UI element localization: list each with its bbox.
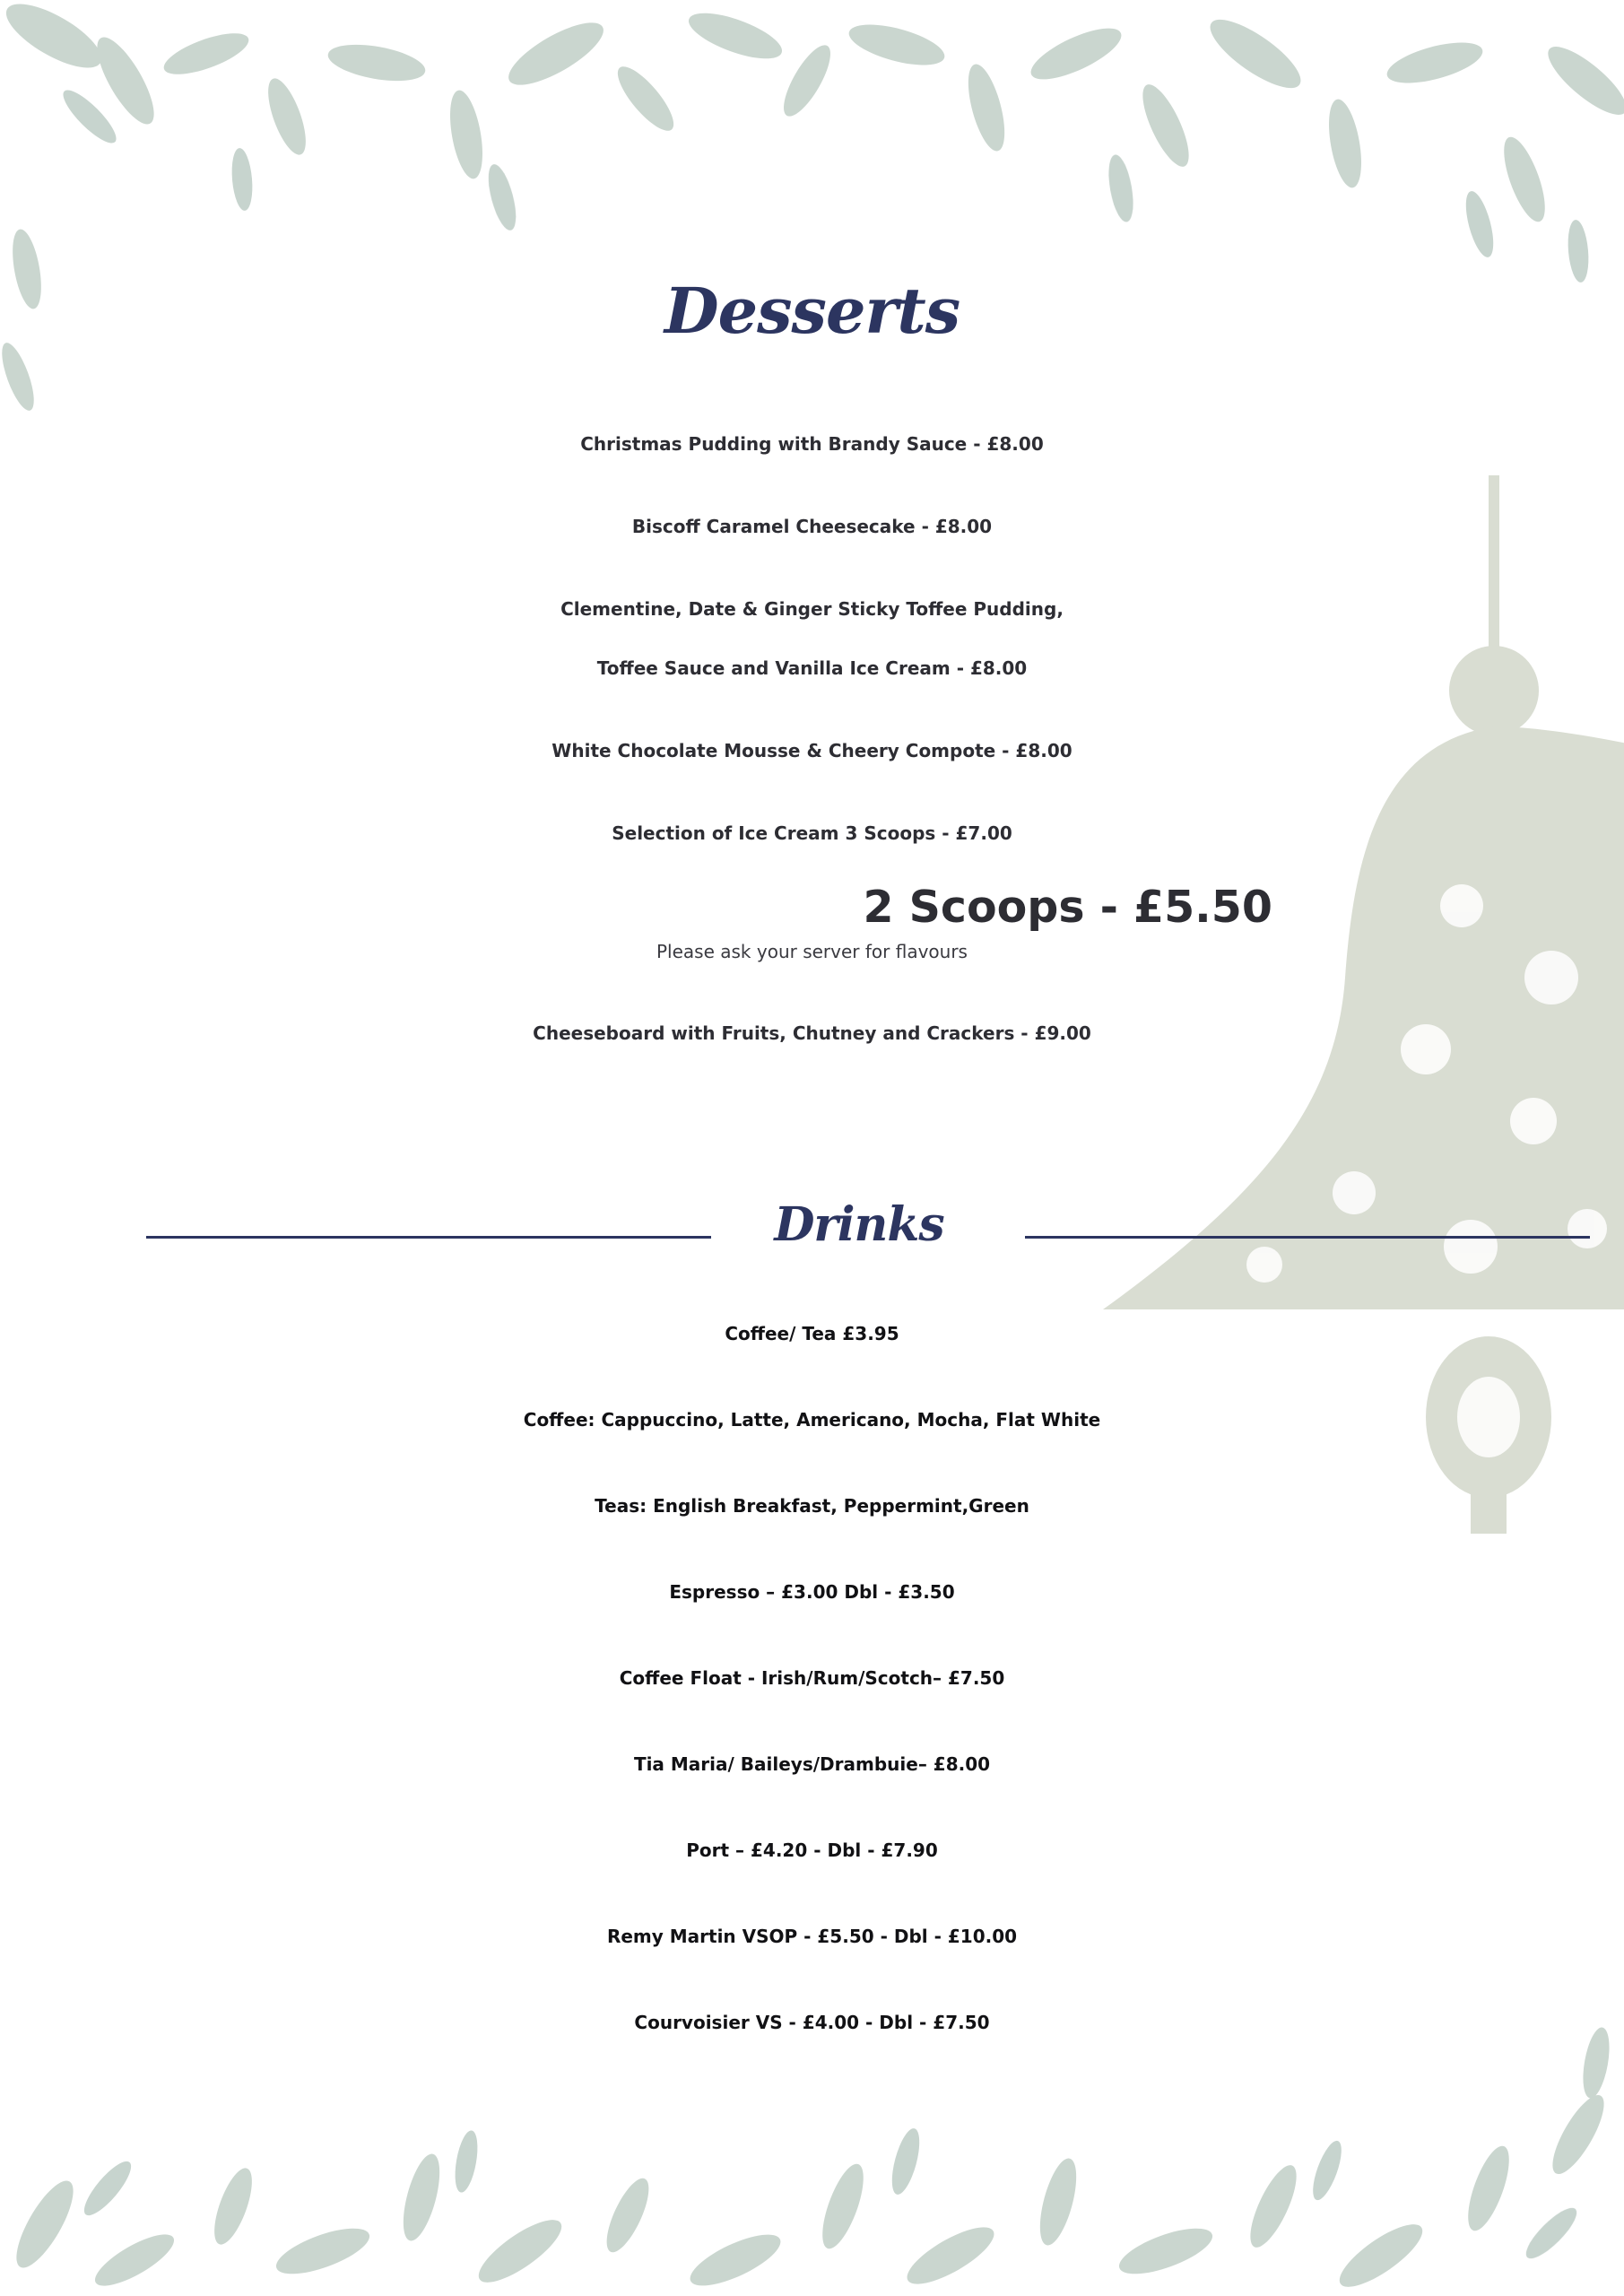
dessert-item-white-chocolate-mousse: White Chocolate Mousse & Cheery Compote - £8.00 xyxy=(551,740,1073,761)
drink-item-espresso: Espresso – £3.00 Dbl - £3.50 xyxy=(669,1581,955,1603)
dessert-item-cheeseboard: Cheeseboard with Fruits, Chutney and Crackers - £9.00 xyxy=(533,1022,1091,1044)
divider-line-right xyxy=(1025,1236,1590,1239)
drink-item-coffee-types: Coffee: Cappuccino, Latte, Americano, Mocha, Flat White xyxy=(523,1409,1101,1431)
drink-item-coffee-float: Coffee Float - Irish/Rum/Scotch– £7.50 xyxy=(619,1667,1005,1689)
dessert-flavours-note: Please ask your server for flavours xyxy=(656,941,968,962)
drink-item-liqueurs: Tia Maria/ Baileys/Drambuie– £8.00 xyxy=(633,1753,991,1775)
drink-item-coffee-tea: Coffee/ Tea £3.95 xyxy=(725,1323,899,1344)
dessert-item-cheesecake: Biscoff Caramel Cheesecake - £8.00 xyxy=(631,516,993,537)
dessert-item-sticky-toffee-line2: Toffee Sauce and Vanilla Ice Cream - £8.00 xyxy=(596,657,1028,679)
drink-item-teas: Teas: English Breakfast, Peppermint,Green xyxy=(595,1495,1029,1517)
drink-item-remy-martin: Remy Martin VSOP - £5.50 - Dbl - £10.00 xyxy=(606,1926,1018,1947)
dessert-item-ice-cream-3-scoops: Selection of Ice Cream 3 Scoops - £7.00 xyxy=(612,822,1012,844)
drinks-heading: Drinks xyxy=(774,1197,944,1252)
drink-item-port: Port – £4.20 - Dbl - £7.90 xyxy=(686,1839,938,1861)
desserts-heading: Desserts xyxy=(664,274,960,348)
drink-item-courvoisier: Courvoisier VS - £4.00 - Dbl - £7.50 xyxy=(634,2012,990,2033)
foliage-border-top xyxy=(0,0,1624,448)
dessert-item-ice-cream-2-scoops: 2 Scoops - £5.50 xyxy=(863,882,1272,933)
dessert-item-christmas-pudding: Christmas Pudding with Brandy Sauce - £8.00 xyxy=(580,433,1044,455)
dessert-item-sticky-toffee-line1: Clementine, Date & Ginger Sticky Toffee Pudding, xyxy=(560,598,1064,620)
foliage-border-bottom xyxy=(0,2027,1624,2296)
christmas-bell-ornament xyxy=(1085,475,1624,1552)
